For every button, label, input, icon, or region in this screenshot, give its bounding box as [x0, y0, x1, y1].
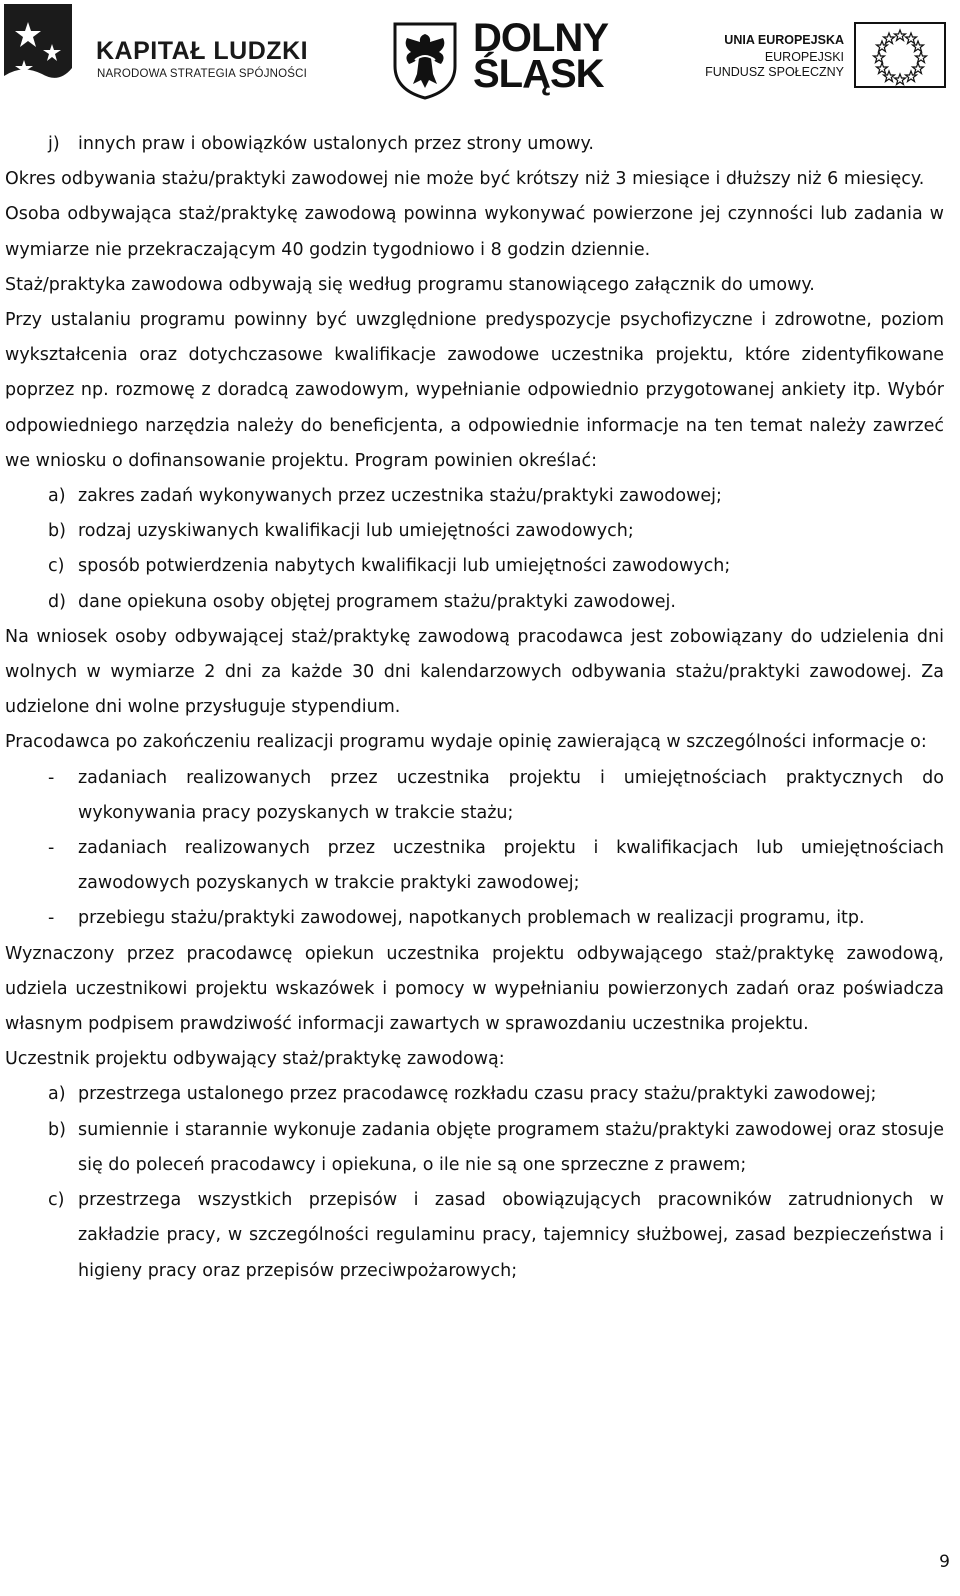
list-item-text: zakres zadań wykonywanych przez uczestnika stażu/praktyki zawodowej;	[78, 486, 722, 507]
paragraph-staz: Staż/praktyka zawodowa odbywają się według programu stanowiącego załącznik do umowy.	[5, 274, 815, 295]
paragraph-przy: Przy ustalaniu programu powinny być uwzględnione predyspozycje psychofizyczne i zdrowotne, poziom wykształcenia oraz dotychczasowe kwalifikacje zawodowe uczestnika projektu, które zidentyfikowane poprzez np. rozmowę z doradcą zawodowym, wypełnianie odpowiednio przygotowanej ankiety itp. Wybór odpowiedniego narzędzia należy do beneficjenta, a odpowiednie informacje na ten temat należy zawrzeć we wniosku o dofinansowanie projektu. Program powinien określać:	[5, 310, 944, 471]
page-header	[0, 0, 960, 115]
list-item	[5, 1183, 944, 1289]
list-item	[5, 1077, 944, 1112]
kapital-ludzki-subtitle: NARODOWA STRATEGIA SPÓJNOŚCI	[97, 68, 308, 80]
list-item-text: zadaniach realizowanych przez uczestnika projektu i kwalifikacjach lub umiejętnościach zawodowych pozyskanych w trakcie praktyki zawodowej;	[78, 838, 944, 894]
list-item	[5, 514, 944, 549]
paragraph-wyznaczony: Wyznaczony przez pracodawcę opiekun uczestnika projektu odbywającego staż/praktykę zawodową, udziela uczestnikowi projektu wskazówek i pomocy w wypełnianiu powierzonych zadań oraz poświadcza własnym podpisem prawdziwość informacji zawartych w sprawozdaniu uczestnika projektu.	[5, 943, 944, 1035]
list-item	[5, 761, 944, 831]
dolny-slask-logo-line1: DOLNY	[473, 16, 608, 60]
eu-label-title: UNIA EUROPEJSKA	[724, 33, 844, 47]
list-item	[5, 831, 944, 901]
list-item	[5, 585, 944, 620]
dolny-slask-logo-line2: ŚLĄSK	[473, 52, 604, 96]
list-item	[5, 479, 944, 514]
paragraph-osoba: Osoba odbywająca staż/praktykę zawodową powinna wykonywać powierzone jej czynności lub zadania w wymiarze nie przekraczającym 40 godzin tygodniowo i 8 godzin dziennie.	[5, 204, 944, 260]
list-marker: -	[48, 767, 55, 788]
list-marker: -	[48, 838, 55, 859]
paragraph-wniosek: Na wniosek osoby odbywającej staż/praktykę zawodową pracodawca jest zobowiązany do udzielenia dni wolnych w wymiarze 2 dni za każde 30 dni kalendarzowych odbywania stażu/praktyki zawodowej. Za udzielone dni wolne przysługuje stypendium.	[5, 626, 944, 718]
list-item-text: dane opiekuna osoby objętej programem stażu/praktyki zawodowej.	[78, 591, 676, 612]
list-item-text: przestrzega ustalonego przez pracodawcę rozkładu czasu pracy stażu/praktyki zawodowej;	[78, 1084, 877, 1105]
list-item	[5, 1113, 944, 1183]
paragraph-uczestnik: Uczestnik projektu odbywający staż/praktykę zawodową:	[5, 1049, 505, 1070]
paragraph-okres: Okres odbywania stażu/praktyki zawodowej nie może być krótszy niż 3 miesiące i dłuższy niż 6 miesięcy.	[5, 169, 925, 190]
list-item-text: zadaniach realizowanych przez uczestnika projektu i umiejętnościach praktycznych do wykonywania pracy pozyskanych w trakcie stażu;	[78, 767, 944, 823]
list-item	[5, 549, 944, 584]
list-marker: -	[48, 908, 55, 929]
list-item-text: przebiegu stażu/praktyki zawodowej, napotkanych problemach w realizacji programu, itp.	[78, 908, 865, 929]
list-item	[5, 901, 944, 936]
dolny-slask-crest-icon	[393, 22, 457, 100]
list-marker: b)	[48, 1119, 66, 1140]
page-number: 9	[939, 1552, 950, 1572]
list-item-text: sposób potwierdzenia nabytych kwalifikacji lub umiejętności zawodowych;	[78, 556, 731, 577]
list-item-text: rodzaj uzyskiwanych kwalifikacji lub umiejętności zawodowych;	[78, 521, 634, 542]
kapital-ludzki-title: KAPITAŁ LUDZKI	[96, 37, 309, 65]
list-marker: a)	[48, 486, 66, 507]
list-marker: c)	[48, 1190, 65, 1211]
eu-label-line3: FUNDUSZ SPOŁECZNY	[705, 65, 844, 79]
list-item-text: innych praw i obowiązków ustalonych przez strony umowy.	[78, 134, 594, 154]
list-marker: c)	[48, 556, 65, 577]
list-marker: d)	[48, 591, 66, 612]
list-item	[5, 127, 944, 162]
paragraph-pracodawca: Pracodawca po zakończeniu realizacji programu wydaje opinię zawierającą w szczególności informacje o:	[5, 732, 927, 753]
eu-label-line2: EUROPEJSKI	[764, 50, 844, 64]
kapital-ludzki-logo-icon	[4, 4, 72, 104]
eu-flag-icon	[854, 22, 946, 88]
list-item-text: przestrzega wszystkich przepisów i zasad obowiązujących pracowników zatrudnionych w zakładzie pracy, w szczególności regulaminu pracy, tajemnicy służbowej, zasad bezpieczeństwa i higieny pracy oraz przepisów przeciwpożarowych;	[78, 1190, 944, 1281]
list-marker: j)	[48, 134, 60, 154]
list-item-text: sumiennie i starannie wykonuje zadania objęte programem stażu/praktyki zawodowej oraz stosuje się do poleceń pracodawcy i opiekuna, o ile nie są one sprzeczne z prawem;	[78, 1119, 944, 1175]
list-marker: a)	[48, 1084, 66, 1105]
list-marker: b)	[48, 521, 66, 542]
document-body	[5, 127, 944, 1289]
